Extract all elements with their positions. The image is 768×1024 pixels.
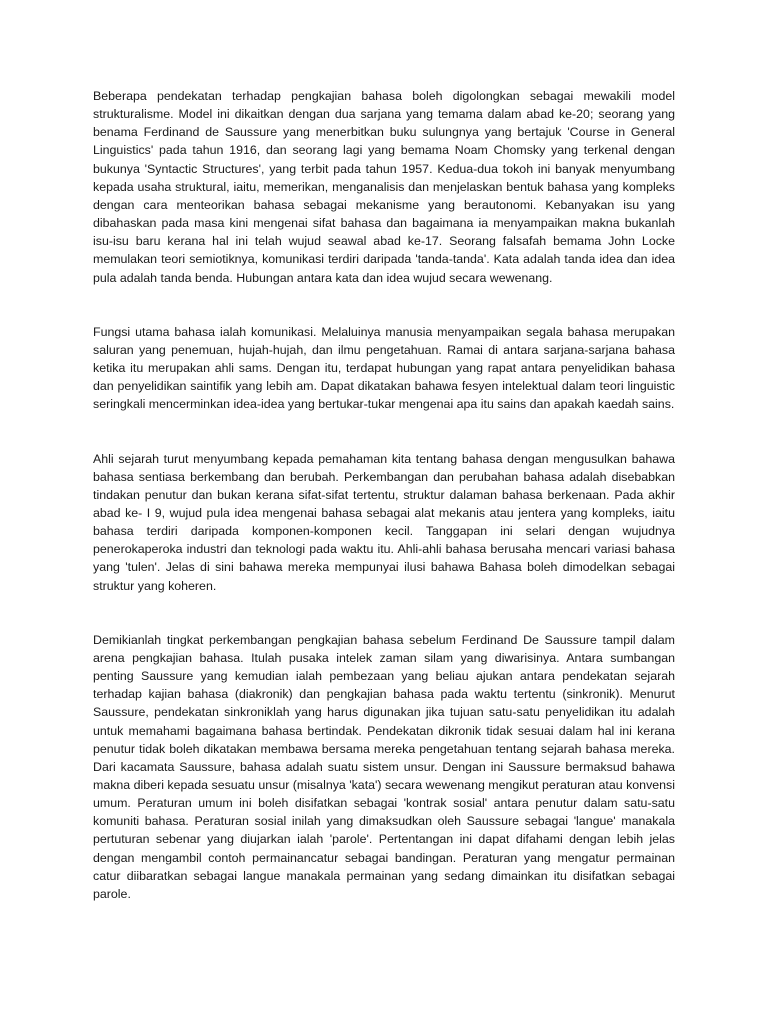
paragraph-structuralism: Beberapa pendekatan terhadap pengkajian bahasa boleh digolongkan sebagai mewakili model strukturalisme. Model ini dikaitkan dengan dua sarjana yang temama dalam abad ke-20; seorang yang benama Ferdinand de Saussure yang menerbitkan buku sulungnya yang bertajuk 'Course in General Linguistics' pada tahun 1916, dan seorang lagi yang bemama Noam Chomsky yang terkenal dengan bukunya 'Syntactic Structures', yang terbit pada tahun 1957. Kedua-dua tokoh ini banyak menyumbang kepada usaha struktural, iaitu, memerikan, menganalisis dan menjelaskan bentuk bahasa yang kompleks dengan cara menteorikan bahasa sebagai mekanisme yang berautonomi. Kebanyakan isu yang dibahaskan pada masa kini mengenai sifat bahasa dan bagaimana ia menyampaikan makna bukanlah isu-isu baru kerana hal ini telah wujud seawal abad ke-17. Seorang falsafah bemama John Locke memulakan teori semiotiknya, komunikasi terdiri daripada 'tanda-tanda'. Kata adalah tanda idea dan idea pula adalah tanda benda. Hubungan antara kata dan idea wujud secara wewenang.: [93, 89, 675, 285]
paragraph-saussure: Demikianlah tingkat perkembangan pengkajian bahasa sebelum Ferdinand De Saussure tampil dalam arena pengkajian bahasa. Itulah pusaka intelek zaman silam yang diwarisinya. Antara sumbangan penting Saussure yang kemudian ialah pembezaan yang beliau ajukan antara pendekatan sejarah terhadap kajian bahasa (diakronik) dan pengkajian bahasa pada waktu tertentu (sinkronik). Menurut Saussure, pendekatan sinkroniklah yang harus digunakan jika tujuan satu-satu penyelidikan itu adalah untuk memahami bagaimana bahasa bertindak. Pendekatan dikronik tidak sesuai dalam hal ini kerana penutur tidak boleh dikatakan membawa bersama mereka pengetahuan tentang sejarah bahasa mereka. Dari kacamata Saussure, bahasa adalah suatu sistem unsur. Dengan ini Saussure bermaksud bahawa makna diberi kepada sesuatu unsur (misalnya 'kata') secara wewenang mengikut peraturan atau konvensi umum. Peraturan umum ini boleh disifatkan sebagai 'kontrak sosial' antara penutur dalam satu-satu komuniti bahasa. Peraturan sosial inilah yang dimaksudkan oleh Saussure sebagai 'langue' manakala pertuturan sebenar yang diujarkan ialah 'parole'. Pertentangan ini dapat difahami dengan lebih jelas dengan mengambil contoh permainancatur sebagai bandingan. Peraturan yang mengatur permainan catur diibaratkan sebagai langue manakala permainan yang sedang dimainkan itu disifatkan sebagai parole.: [93, 632, 675, 901]
paragraph-historians: Ahli sejarah turut menyumbang kepada pemahaman kita tentang bahasa dengan mengusulkan bahawa bahasa sentiasa berkembang dan berubah. Perkembangan dan perubahan bahasa adalah disebabkan tindakan penutur dan bukan kerana sifat-sifat tertentu, struktur dalaman bahasa berkenaan. Pada akhir abad ke- I 9, wujud pula idea mengenai bahasa sebagai alat mekanis atau jentera yang kompleks, iaitu bahasa terdiri daripada komponen-komponen kecil. Tanggapan ini selari dengan wujudnya penerokaperoka industri dan teknologi pada waktu itu. Ahli-ahli bahasa berusaha mencari variasi bahasa yang 'tulen'. Jelas di sini bahawa mereka mempunyai ilusi bahawa Bahasa boleh dimodelkan sebagai struktur yang koheren.: [93, 451, 675, 593]
paragraph-communication: Fungsi utama bahasa ialah komunikasi. Melaluinya manusia menyampaikan segala bahasa merupakan saluran yang penemuan, hujah-hujah, dan ilmu pengetahuan. Ramai di antara sarjana-sarjana bahasa ketika itu merupakan ahli sams. Dengan itu, terdapat hubungan yang rapat antara penyelidikan bahasa dan penyelidikan saintifik yang lebih am. Dapat dikatakan bahawa fesyen intelektual dalam teori linguistic seringkali mencerminkan idea-idea yang bertukar-tukar mengenai apa itu sains dan apakah kaedah sains.: [93, 324, 675, 412]
